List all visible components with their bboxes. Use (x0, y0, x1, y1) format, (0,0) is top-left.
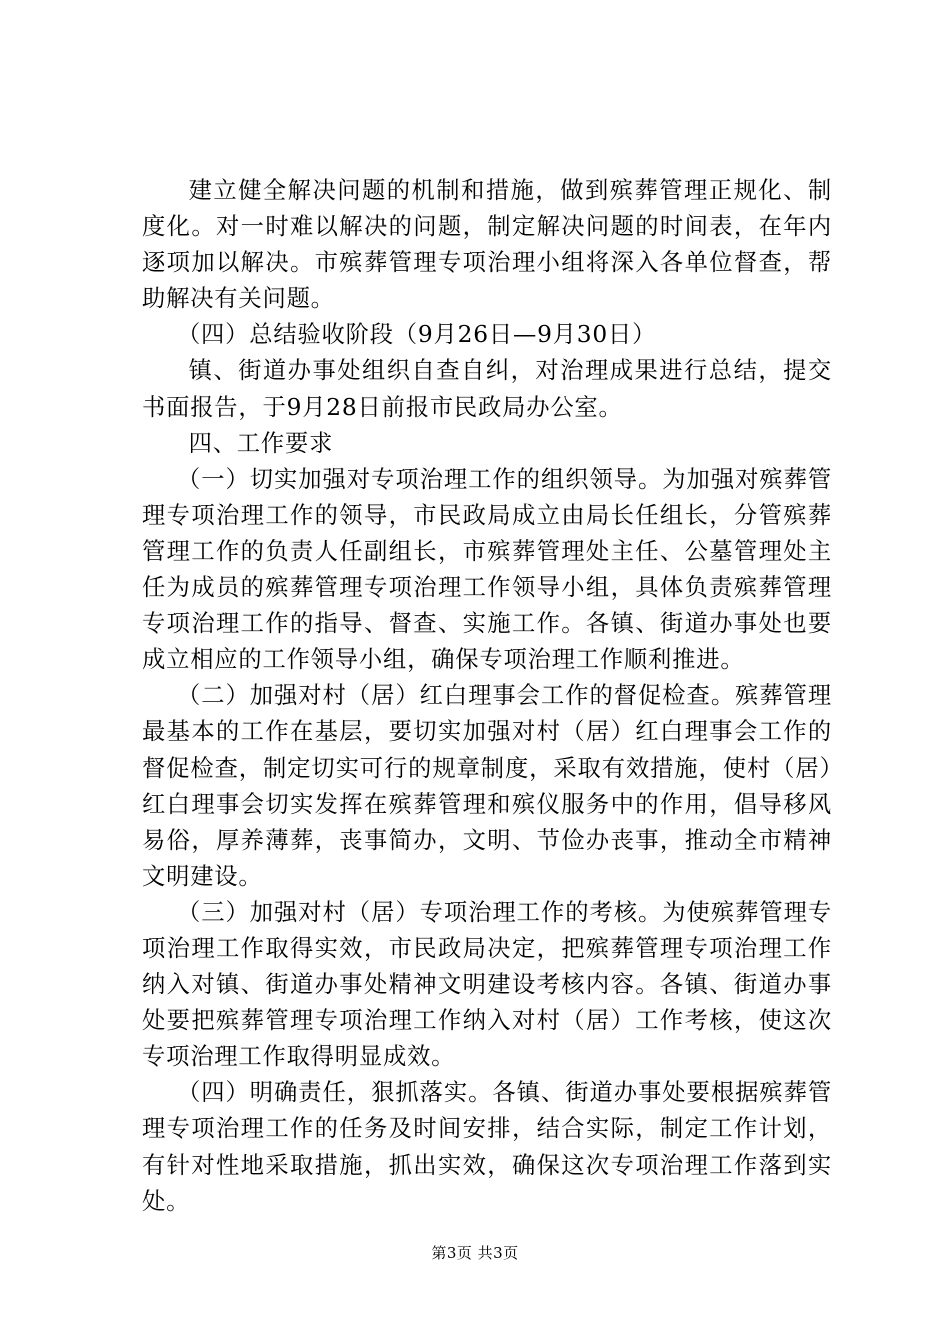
paragraph-assessment: （三）加强对村（居）专项治理工作的考核。为使殡葬管理专项治理工作取得实效，市民政局决定，把殡葬管理专项治理工作纳入对镇、街道办事处精神文明建设考核内容。各镇、街道办事处要把殡葬管理专项治理工作纳入对村（居）工作考核，使这次专项治理工作取得明显成效。 (142, 898, 832, 1071)
section-heading-summary-stage: （四）总结验收阶段（9月26日—9月30日） (176, 321, 657, 349)
paragraph-mechanism: 建立健全解决问题的机制和措施，做到殡葬管理正规化、制度化。对一时难以解决的问题，制定解决问题的时间表，在年内逐项加以解决。市殡葬管理专项治理小组将深入各单位督查，帮助解决有关问题。 (142, 177, 832, 313)
page-footer: 第3页 共3页 (431, 1244, 519, 1262)
paragraph-responsibility: （四）明确责任，狠抓落实。各镇、街道办事处要根据殡葬管理专项治理工作的任务及时间安排，结合实际，制定工作计划，有针对性地采取措施，抓出实效，确保这次专项治理工作落到实处。 (142, 1079, 832, 1215)
section-heading-work-requirements: 四、工作要求 (188, 429, 334, 457)
paragraph-organization-leadership: （一）切实加强对专项治理工作的组织领导。为加强对殡葬管理专项治理工作的领导，市民政局成立由局长任组长，分管殡葬管理工作的负责人任副组长，市殡葬管理处主任、公墓管理处主任为成员的殡葬管理专项治理工作领导小组，具体负责殡葬管理专项治理工作的指导、督查、实施工作。各镇、街道办事处也要成立相应的工作领导小组，确保专项治理工作顺利推进。 (142, 465, 832, 674)
document-body (142, 173, 832, 1220)
paragraph-supervision-check: （二）加强对村（居）红白理事会工作的督促检查。殡葬管理最基本的工作在基层，要切实加强对村（居）红白理事会工作的督促检查，制定切实可行的规章制度，采取有效措施，使村（居）红白理事会切实发挥在殡葬管理和殡仪服务中的作用，倡导移风易俗，厚养薄葬，丧事简办，文明、节俭办丧事，推动全市精神文明建设。 (142, 682, 832, 890)
paragraph-self-inspection: 镇、街道办事处组织自查自纠，对治理成果进行总结，提交书面报告，于9月28日前报市民政局办公室。 (142, 357, 832, 421)
